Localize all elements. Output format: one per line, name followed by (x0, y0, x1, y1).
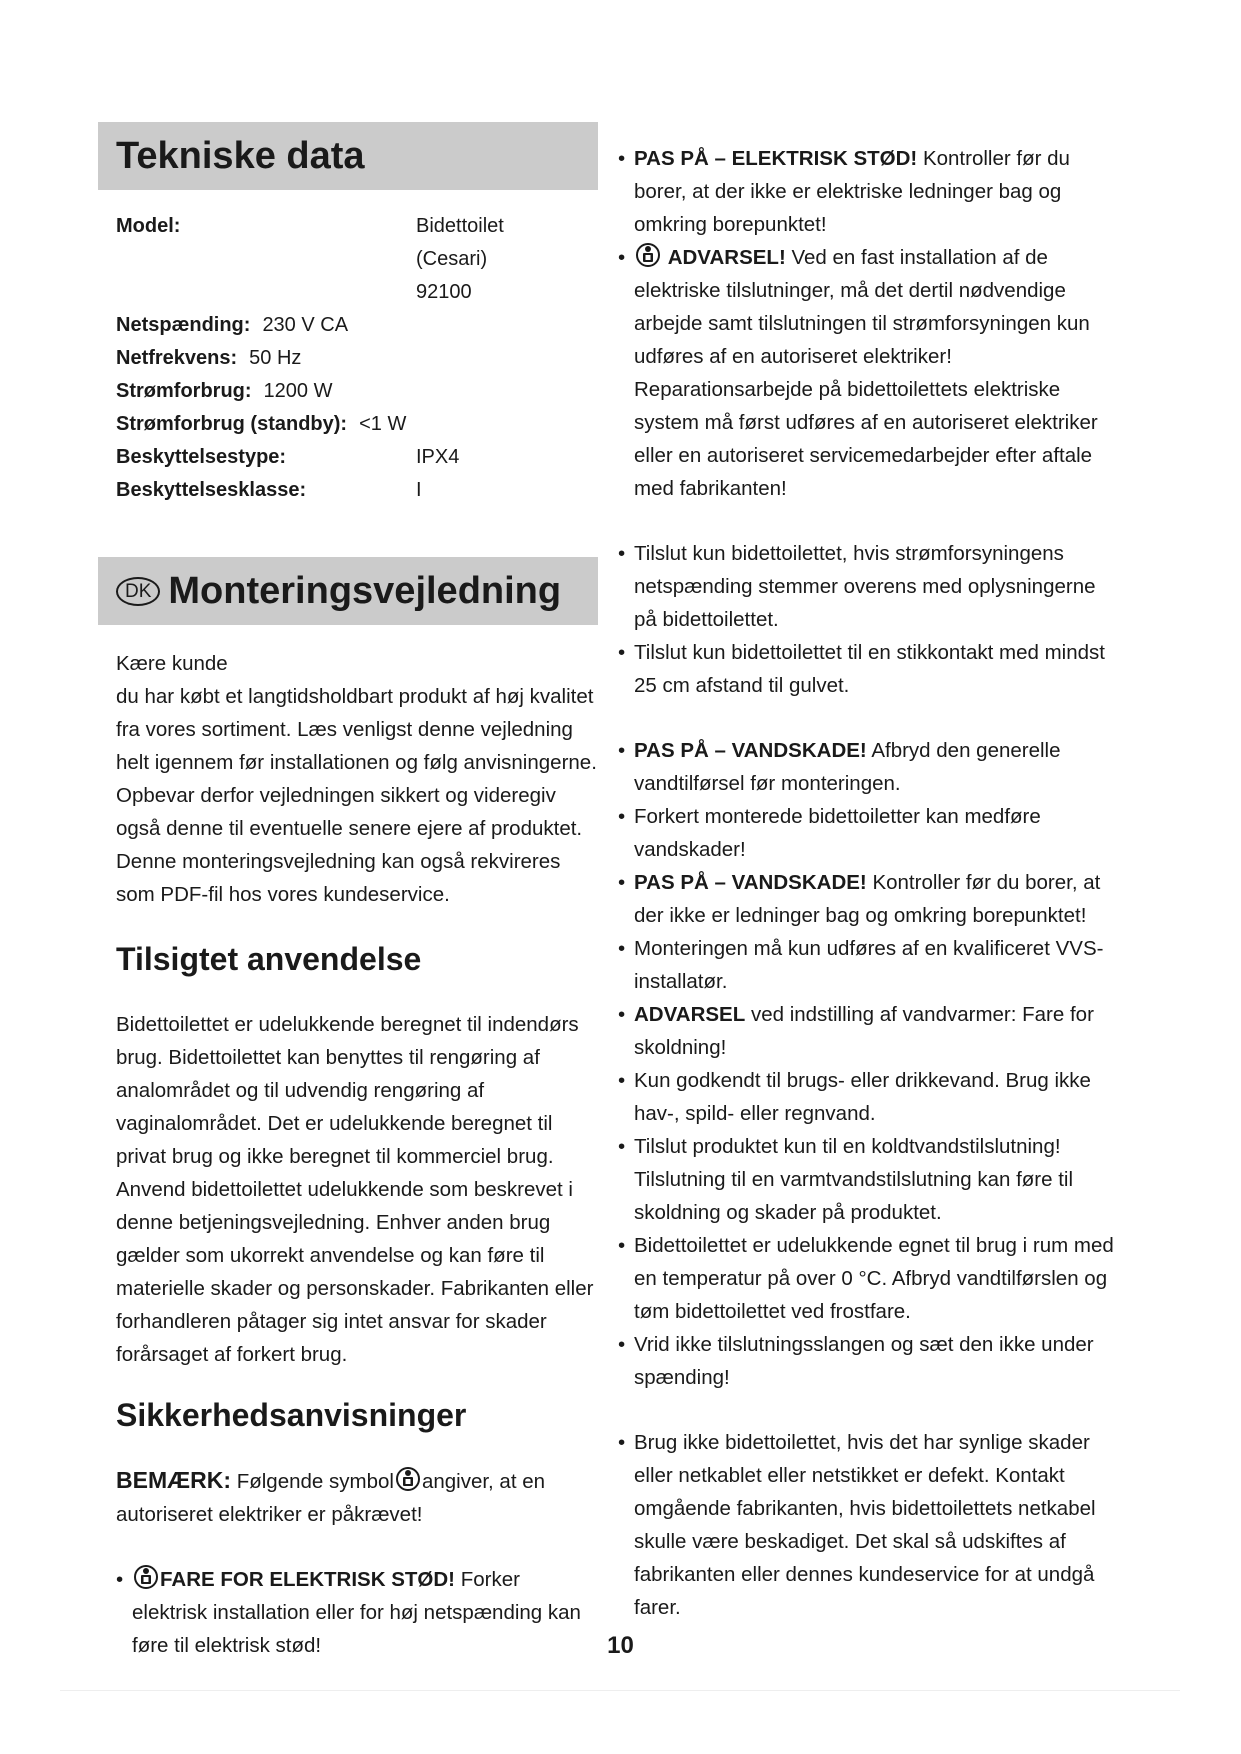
warning-text: Afbryd den generelle vandtilførsel før monteringen. (634, 739, 1061, 795)
warning-text: Ved en fast installation af de elektriske tilslutninger, må det dertil nødvendige arbejde samt tilslutningen til strømforsyningen kun udføres af en autoriseret elektriker! Reparationsarbejde på bidettoilettets elektriske system må først udføres af en autoriseret elektriker eller en autoriseret servicemedarbejder efter aftale med fabrikanten! (634, 246, 1098, 500)
list-item: • Brug ikke bidettoilettet, hvis det har synlige skader eller netkablet eller netstikket er defekt. Kontakt omgående fabrikanten, hvis bidettoilettets netkabel skulle være beskadiget. Det skal så udskiftes af fabrikanten eller dennes kundeservice for at undgå farer. (618, 1426, 1118, 1624)
spec-label: Strømforbrug (standby): (116, 413, 348, 435)
footer-divider (60, 1690, 1180, 1691)
spec-value: 50 Hz (249, 347, 302, 369)
right-column (618, 142, 1118, 1624)
warning-label: FARE FOR ELEKTRISK STØD! (160, 1568, 455, 1591)
spec-label: Beskyttelsesklasse: (116, 479, 307, 501)
spec-row (116, 474, 598, 507)
spec-table (98, 210, 598, 507)
intro-paragraph: du har købt et langtidsholdbart produkt af høj kvalitet fra vores sortiment. Læs venligst denne vejledning helt igennem før installationen og følg anvisningerne. Opbevar derfor vejledningen sikkert og videregiv også denne til eventuelle senere ejere af produktet. Denne monteringsvejledning kan også rekvireres som PDF-fil hos vores kundeservice. (116, 685, 597, 906)
language-badge: DK (116, 577, 160, 606)
model-line: (Cesari) (416, 248, 488, 270)
spec-value (416, 210, 504, 309)
safety-group-power (618, 537, 1118, 702)
electrician-icon (134, 1564, 158, 1590)
spec-label: Netfrekvens: (116, 347, 238, 369)
mounting-header (98, 557, 598, 625)
spec-label: Netspænding: (116, 314, 251, 336)
warning-text: Kontroller før du borer, at der ikke er ledninger bag og omkring borepunktet! (634, 871, 1101, 927)
model-line: Bidettoilet (416, 215, 504, 237)
list-item: • Vrid ikke tilslutningsslangen og sæt den ikke under spænding! (618, 1328, 1118, 1394)
warning-text: ved indstilling af vandvarmer: Fare for skoldning! (634, 1003, 1094, 1059)
list-item: • Tilslut kun bidettoilettet til en stikkontakt med mindst 25 cm afstand til gulvet. (618, 636, 1118, 702)
list-item (618, 241, 1118, 505)
electrician-icon (636, 242, 660, 268)
safety-title: Sikkerhedsanvisninger (116, 1397, 467, 1433)
intended-use-title: Tilsigtet anvendelse (116, 941, 422, 977)
warning-label: PAS PÅ – ELEKTRISK STØD! (634, 147, 918, 170)
list-item: • Tilslut produktet kun til en koldtvandstilslutning! Tilslutning til en varmtvandstilslutning kan føre til skoldning og skader på produktet. (618, 1130, 1118, 1229)
safety-group-water (618, 734, 1118, 1394)
warning-label: ADVARSEL! (667, 246, 786, 269)
list-item (618, 866, 1118, 932)
tech-data-title: Tekniske data (116, 135, 365, 177)
warning-label: ADVARSEL (634, 1003, 746, 1026)
left-column (98, 122, 598, 1662)
note-text-pre: Følgende symbol (236, 1470, 394, 1493)
safety-group-damage (618, 1426, 1118, 1624)
spec-label: Model: (116, 215, 181, 237)
spec-value: 1200 W (263, 380, 333, 402)
page-number: 10 (607, 1632, 634, 1659)
spec-value: <1 W (359, 413, 407, 435)
list-item (618, 734, 1118, 800)
spec-label: Strømforbrug: (116, 380, 252, 402)
intro-text (98, 647, 598, 911)
safety-group-electric (618, 142, 1118, 505)
spec-row-model (116, 210, 598, 309)
spec-value: 230 V CA (262, 314, 349, 336)
mounting-title-text: Monteringsvejledning (168, 570, 562, 612)
spec-value: I (416, 479, 422, 501)
tech-data-header (98, 122, 598, 190)
list-item: • Monteringen må kun udføres af en kvalificeret VVS-installatør. (618, 932, 1118, 998)
spec-row (116, 375, 598, 408)
list-item: • Bidettoilettet er udelukkende egnet til brug i rum med en temperatur på over 0 °C. Afbryd vandtilførslen og tøm bidettoilettet ved frostfare. (618, 1229, 1118, 1328)
spec-row (116, 408, 598, 441)
warning-text: Kontroller før du borer, at der ikke er elektriske ledninger bag og omkring borepunktet! (634, 147, 1070, 236)
safety-note (98, 1464, 598, 1531)
intended-use-text: Bidettoilettet er udelukkende beregnet til indendørs brug. Bidettoilettet kan benyttes til rengøring af analområdet og til udvendig rengøring af vaginalområdet. Det er udelukkende beregnet til privat brug og ikke beregnet til kommerciel brug. Anvend bidettoilettet udelukkende som beskrevet i denne betjeningsvejledning. Enhver anden brug gælder som ukorrekt anvendelse og kan føre til materielle skader og personskader. Fabrikanten eller forhandleren påtager sig intet ansvar for skader forårsaget af forkert brug. (116, 1013, 594, 1366)
note-label: BEMÆRK: (116, 1467, 231, 1493)
warning-text: Forker elektrisk installation eller for høj netspænding kan føre til elektrisk stød! (132, 1568, 581, 1657)
model-line: 92100 (416, 281, 472, 303)
list-item: • Forkert monterede bidettoiletter kan medføre vandskader! (618, 800, 1118, 866)
list-item: • Tilslut kun bidettoilettet, hvis strømforsyningens netspænding stemmer overens med oplysningerne på bidettoilettet. (618, 537, 1118, 636)
warning-label: PAS PÅ – VANDSKADE! (634, 871, 867, 894)
spec-label: Beskyttelsestype: (116, 446, 287, 468)
spec-value: IPX4 (416, 446, 460, 468)
spec-row (116, 441, 598, 474)
list-item (618, 142, 1118, 241)
note-text-post: angiver, at en autoriseret elektriker er påkrævet! (116, 1470, 546, 1526)
electrician-icon (396, 1466, 420, 1492)
list-item: • Kun godkendt til brugs- eller drikkevand. Brug ikke hav-, spild- eller regnvand. (618, 1064, 1118, 1130)
greeting: Kære kunde (116, 652, 228, 675)
spec-row (116, 342, 598, 375)
mounting-title (116, 572, 561, 610)
list-item (618, 998, 1118, 1064)
spec-row (116, 309, 598, 342)
warning-label: PAS PÅ – VANDSKADE! (634, 739, 867, 762)
